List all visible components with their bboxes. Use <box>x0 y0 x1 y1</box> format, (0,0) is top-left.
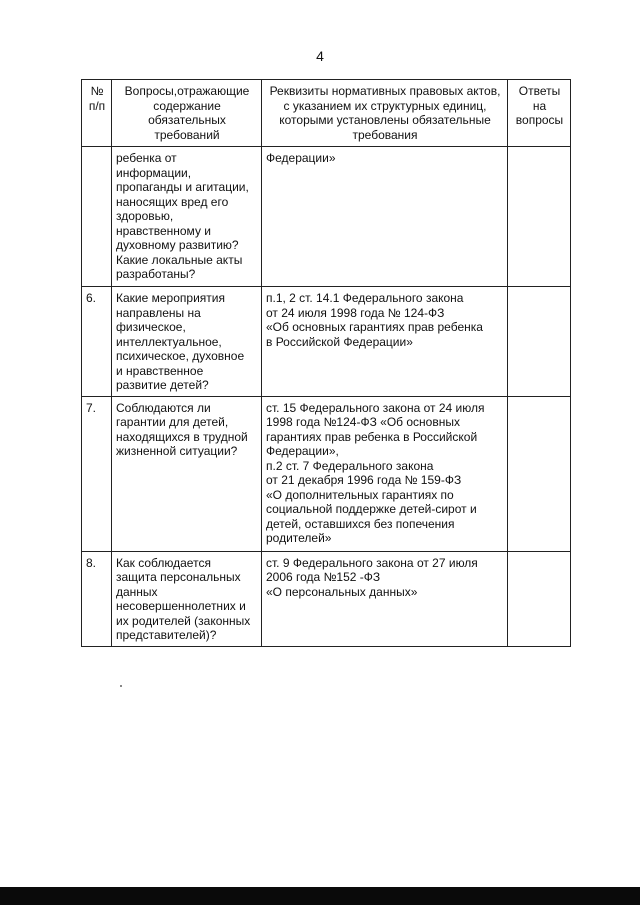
question-text: ребенка от информации, пропаганды и агитации, наносящих вред его здоровью, нравственному и духовному развитию? Какие локальные акты разработаны? <box>116 151 249 281</box>
header-num <box>82 80 112 147</box>
answer-cell <box>508 147 571 287</box>
table-row <box>82 396 571 551</box>
question-cell <box>112 396 262 551</box>
requirements-table <box>81 79 571 647</box>
header-requisites <box>262 80 508 147</box>
header-questions-text: Вопросы,отражающие содержание обязательных требований <box>124 84 250 142</box>
row-num-cell <box>82 396 112 551</box>
answer-cell <box>508 551 571 646</box>
row-num: 8. <box>86 555 97 570</box>
table-header-row <box>82 80 571 147</box>
table-row <box>82 551 571 646</box>
requisites-cell <box>262 147 508 287</box>
page-number: 4 <box>316 48 324 64</box>
table-row <box>82 287 571 397</box>
scan-speck <box>120 685 122 687</box>
question-cell <box>112 551 262 646</box>
header-num-text: № п/п <box>88 84 106 113</box>
row-num: 6. <box>86 291 97 305</box>
answer-cell <box>508 396 571 551</box>
header-questions <box>112 80 262 147</box>
requisites-cell <box>262 396 508 551</box>
requisites-cell <box>262 551 508 646</box>
row-num-cell <box>82 287 112 397</box>
question-text: Как соблюдается защита персональных данных несовершеннолетних и их родителей (законных представителей)? <box>116 555 251 642</box>
question-cell <box>112 147 262 287</box>
row-num: 7. <box>86 400 97 415</box>
table-row <box>82 147 571 287</box>
question-cell <box>112 287 262 397</box>
row-num-cell <box>82 551 112 646</box>
scan-bottom-border <box>0 887 640 905</box>
requisites-text: ст. 15 Федерального закона от 24 июля 1998 года №124-ФЗ «Об основных гарантиях прав ребенка в Российской Федерации», п.2 ст. 7 Федерального закона от 21 декабря 1996 года № 159-ФЗ «О дополнительных гарантиях по социальной поддержке детей-сирот и детей, оставшихся без попечения родителей» <box>266 400 485 545</box>
requisites-text: Федерации» <box>266 151 336 165</box>
header-requisites-text: Реквизиты нормативных правовых актов, с указанием их структурных единиц, которыми установлены обязательные требования <box>269 84 501 142</box>
answer-cell <box>508 287 571 397</box>
header-answers <box>508 80 571 147</box>
requisites-text: п.1, 2 ст. 14.1 Федерального закона от 24 июля 1998 года № 124-ФЗ «Об основных гарантиях прав ребенка в Российской Федерации» <box>266 291 483 349</box>
requisites-cell <box>262 287 508 397</box>
header-answers-text: Ответы на вопросы <box>515 84 564 127</box>
question-text: Какие мероприятия направлены на физическое, интеллектуальное, психическое, духовное и нравственное развитие детей? <box>116 291 245 392</box>
requisites-text: ст. 9 Федерального закона от 27 июля 2006 года №152 -ФЗ «О персональных данных» <box>266 555 478 599</box>
question-text: Соблюдаются ли гарантии для детей, находящихся в трудной жизненной ситуации? <box>116 400 248 458</box>
row-num-cell <box>82 147 112 287</box>
